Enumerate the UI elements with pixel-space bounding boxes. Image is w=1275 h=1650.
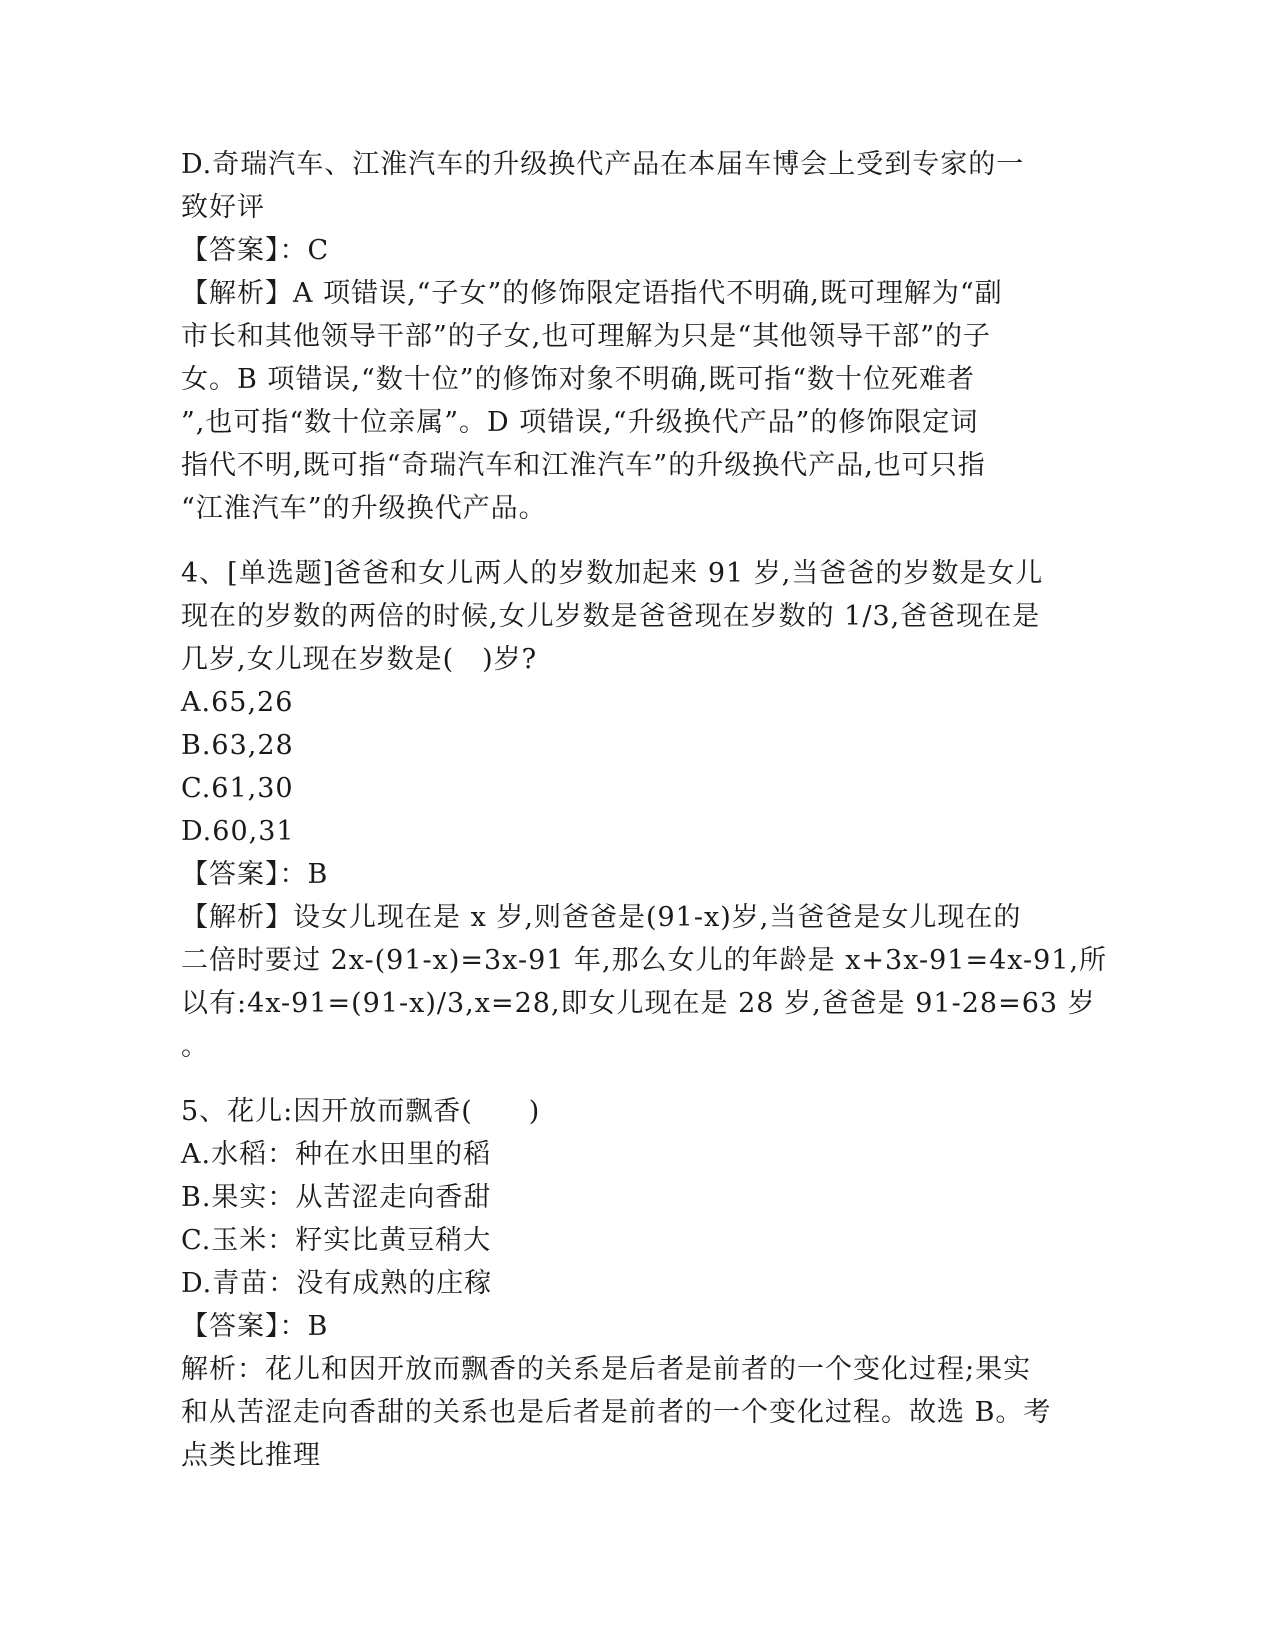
option-d-line-2: 致好评 (181, 192, 265, 223)
option-c: C.61,30 (181, 773, 294, 804)
analysis-line-1: 解析：花儿和因开放而飘香的关系是后者是前者的一个变化过程;果实 (181, 1354, 1032, 1385)
question-5-section (181, 1090, 1052, 1477)
question-stem-line-1: 4、[单选题]爸爸和女儿两人的岁数加起来 91 岁,当爸爸的岁数是女儿 (181, 558, 1044, 589)
question-4-section (181, 552, 1108, 1068)
option-a: A.水稻：种在水田里的稻 (181, 1139, 492, 1170)
analysis-line-1: 【解析】设女儿现在是 x 岁,则爸爸是(91-x)岁,当爸爸是女儿现在的 (181, 902, 1022, 933)
answer-line: 【答案】：B (181, 1311, 329, 1342)
question-stem-line-3: 几岁,女儿现在岁数是( )岁? (181, 644, 538, 675)
option-d: D.青苗：没有成熟的庄稼 (181, 1268, 493, 1299)
option-d: D.60,31 (181, 816, 295, 847)
analysis-line-3: 以有:4x-91=(91-x)/3,x=28,即女儿现在是 28 岁,爸爸是 91-28=63 岁 (181, 988, 1096, 1019)
previous-question-section (181, 143, 1041, 530)
analysis-line-2: 二倍时要过 2x-(91-x)=3x-91 年,那么女儿的年龄是 x+3x-91=4x-91,所 (181, 945, 1108, 976)
analysis-line-3: 点类比推理 (181, 1440, 321, 1471)
question-stem: 5、花儿:因开放而飘香( ) (181, 1096, 541, 1127)
option-a: A.65,26 (181, 687, 294, 718)
analysis-line-2: 市长和其他领导干部”的子女,也可理解为只是“其他领导干部”的子 (181, 321, 991, 352)
analysis-line-5: 指代不明,既可指“奇瑞汽车和江淮汽车”的升级换代产品,也可只指 (181, 450, 986, 481)
analysis-line-2: 和从苦涩走向香甜的关系也是后者是前者的一个变化过程。故选 B。考 (181, 1397, 1052, 1428)
analysis-line-3: 女。B 项错误,“数十位”的修饰对象不明确,既可指“数十位死难者 (181, 364, 975, 395)
answer-line: 【答案】：B (181, 859, 329, 890)
question-stem-line-2: 现在的岁数的两倍的时候,女儿岁数是爸爸现在岁数的 1/3,爸爸现在是 (181, 601, 1041, 632)
answer-line: 【答案】：C (181, 235, 330, 266)
analysis-line-1: 【解析】A 项错误,“子女”的修饰限定语指代不明确,既可理解为“副 (181, 278, 1003, 309)
option-d-line-1: D.奇瑞汽车、江淮汽车的升级换代产品在本届车博会上受到专家的一 (181, 149, 1025, 180)
analysis-line-6: “江淮汽车”的升级换代产品。 (181, 493, 547, 524)
section-gap (181, 1068, 1041, 1090)
analysis-line-4: 。 (181, 1031, 209, 1062)
section-gap (181, 530, 1041, 552)
document-page (181, 143, 1108, 1477)
analysis-line-4: ”,也可指“数十位亲属”。D 项错误,“升级换代产品”的修饰限定词 (181, 407, 979, 438)
option-c: C.玉米：籽实比黄豆稍大 (181, 1225, 492, 1256)
option-b: B.63,28 (181, 730, 294, 761)
option-b: B.果实：从苦涩走向香甜 (181, 1182, 492, 1213)
